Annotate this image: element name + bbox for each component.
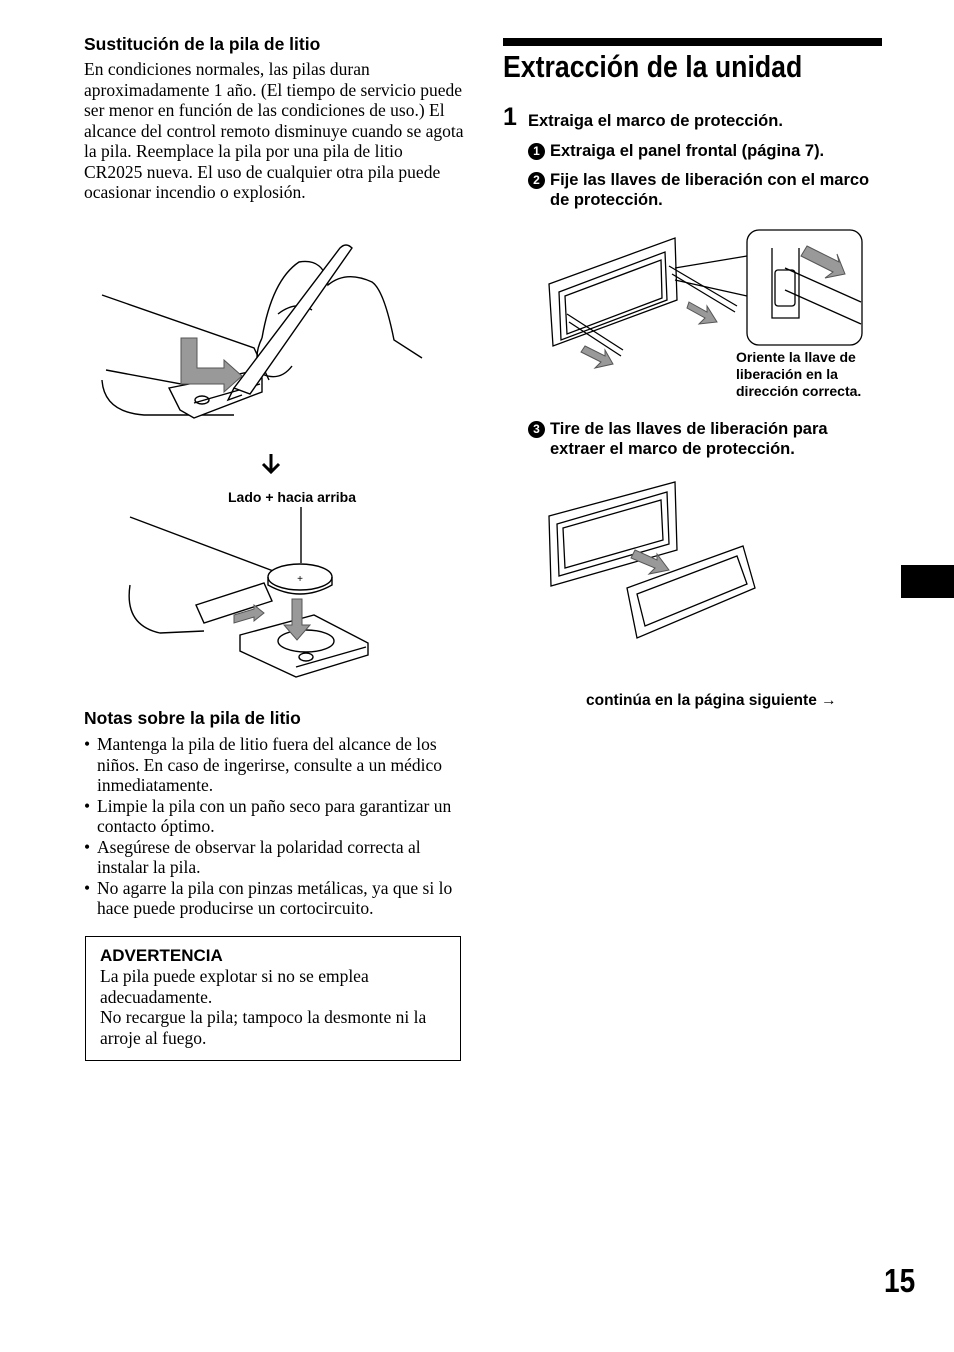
substep-3 [528, 419, 882, 459]
frame-removal-figure [547, 480, 762, 645]
step-number: 1 [503, 103, 517, 131]
substep-2 [528, 170, 882, 210]
note-item: • Mantenga la pila de litio fuera del alcance de los niños. En caso de ingerirse, consulte a un médico inmediatamente. [84, 734, 464, 796]
figure-caption: Oriente la llave de liberación en la dirección correcta. [736, 349, 862, 399]
svg-text:+: + [297, 574, 303, 585]
section-rule [503, 38, 882, 46]
notes-heading: Notas sobre la pila de litio [84, 708, 301, 728]
figure-label-side-up: Lado + hacia arriba [228, 489, 356, 505]
battery-insert-figure [84, 505, 384, 680]
substep-number-badge: 2 [528, 172, 545, 189]
substep-text: Extraiga el panel frontal (página 7). [550, 142, 825, 160]
substep-number-badge: 1 [528, 143, 545, 160]
note-item: • Asegúrese de observar la polaridad correcta al instalar la pila. [84, 837, 464, 878]
battery-heading: Sustitución de la pila de litio [84, 34, 321, 54]
section-tab [901, 565, 954, 598]
continue-text: continúa en la página siguiente → [586, 692, 837, 709]
step-text: Extraiga el marco de protección. [528, 112, 783, 130]
battery-paragraph: En condiciones normales, las pilas duran aproximadamente 1 año. (El tiempo de servicio puede ser menor en función de las condiciones de uso.) El alcance del control remoto disminuye cuando se agota la pila. Reemplace la pila por una pila de litio CR2025 nueva. El uso de cualquier otra pila puede ocasionar incendio o explosión. [84, 59, 464, 202]
warning-box [85, 936, 461, 1061]
warning-line-2: No recargue la pila; tampoco la desmonte ni la arroje al fuego. [100, 1007, 427, 1048]
battery-removal-figure [84, 240, 464, 430]
substep-text: Tire de las llaves de liberación para extraer el marco de protección. [550, 420, 828, 458]
page-number: 15 [884, 1262, 916, 1299]
warning-title: ADVERTENCIA [100, 946, 223, 965]
note-item: • No agarre la pila con pinzas metálicas, ya que si lo hace puede producirse un cortocircuito. [84, 878, 464, 919]
arrow-down-icon [259, 452, 283, 476]
note-item: • Limpie la pila con un paño seco para garantizar un contacto óptimo. [84, 796, 464, 837]
substep-text: Fije las llaves de liberación con el marco de protección. [550, 171, 870, 209]
substep-number-badge: 3 [528, 421, 545, 438]
substep-1 [528, 141, 882, 161]
section-title: Extracción de la unidad [503, 49, 803, 84]
notes-list [84, 734, 464, 919]
warning-line-1: La pila puede explotar si no se emplea adecuadamente. [100, 966, 369, 1007]
